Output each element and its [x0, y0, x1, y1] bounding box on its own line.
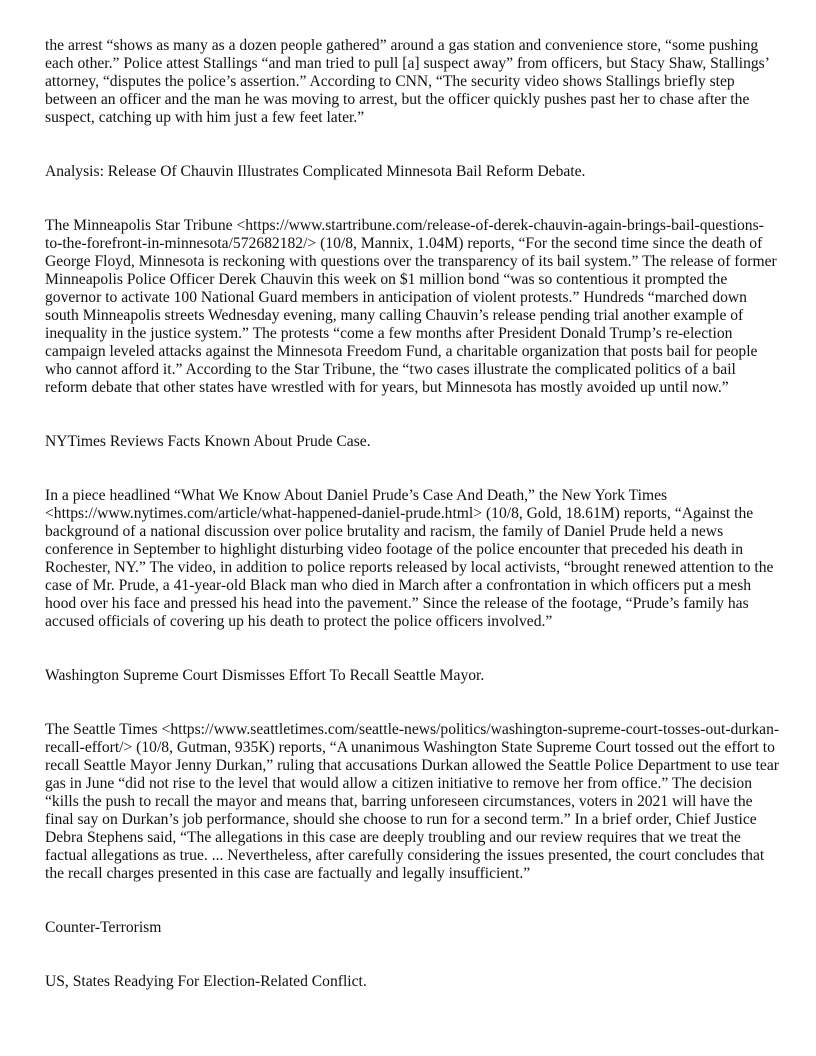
spacer [45, 451, 781, 487]
heading-prude-case: NYTimes Reviews Facts Known About Prude Case. [45, 433, 371, 450]
heading-seattle-recall: Washington Supreme Court Dismisses Effort To Recall Seattle Mayor. [45, 667, 485, 684]
spacer [45, 181, 781, 217]
heading-election-conflict: US, States Readying For Election-Related Conflict. [45, 973, 367, 990]
spacer [45, 127, 781, 163]
paragraph-nytimes: In a piece headlined “What We Know About Daniel Prude’s Case And Death,” the New York Times <https://www.nytimes.com/article/what-happened-daniel-prude.html> (10/8, Gold, 18.61M) reports, “Against the background of a national discussion over police brutality and racism, the family of Daniel Prude held a news conference in September to highlight disturbing video footage of the police encounter that preceded his death in Rochester, NY.” The video, in addition to police reports released by local activists, “brought renewed attention to the case of Mr. Prude, a 41-year-old Black man who died in March after a confrontation in which officers put a mesh hood over his face and pressed his head into the pavement.” Since the release of the footage, “Prude’s family has accused officials of covering up his death to protect the police officers involved.” [45, 487, 774, 630]
paragraph-seattle-times: The Seattle Times <https://www.seattletimes.com/seattle-news/politics/washington-supreme-court-tosses-out-durkan-recall-effort/> (10/8, Gutman, 935K) reports, “A unanimous Washington State Supreme Court tossed out the effort to recall Seattle Mayor Jenny Durkan,” ruling that accusations Durkan allowed the Seattle Police Department to use tear gas in June “did not rise to the level that would allow a citizen initiative to remove her from office.” The decision “kills the push to recall the mayor and means that, barring unforeseen circumstances, voters in 2021 will have the final say on Durkan’s job performance, should she choose to run for a second term.” In a brief order, Chief Justice Debra Stephens said, “The allegations in this case are deeply troubling and our review requires that we treat the factual allegations as true. ... Nevertheless, after carefully considering the issues presented, the court concludes that the recall charges presented in this case are factually and legally insufficient.” [45, 721, 780, 882]
section-heading-counter-terrorism: Counter-Terrorism [45, 919, 162, 936]
spacer [45, 397, 781, 433]
spacer [45, 631, 781, 667]
spacer [45, 685, 781, 721]
spacer [45, 937, 781, 973]
paragraph-arrest-video: the arrest “shows as many as a dozen people gathered” around a gas station and convenience store, “some pushing each other.” Police attest Stallings “and man tried to pull [a] suspect away” from officers, but Stacy Shaw, Stallings’ attorney, “disputes the police’s assertion.” According to CNN, “The security video shows Stallings briefly step between an officer and the man he was moving to arrest, but the officer quickly pushes past her to chase after the suspect, catching up with him just a few feet later.” [45, 37, 769, 126]
paragraph-star-tribune: The Minneapolis Star Tribune <https://www.startribune.com/release-of-derek-chauvin-again-brings-bail-questions-to-the-forefront-in-minnesota/572682182/> (10/8, Mannix, 1.04M) reports, “For the second time since the death of George Floyd, Minnesota is reckoning with questions over the transparency of its bail system.” The release of former Minneapolis Police Officer Derek Chauvin this week on $1 million bond “was so contentious it prompted the governor to activate 100 National Guard members in anticipation of violent protests.” Hundreds “marched down south Minneapolis streets Wednesday evening, many calling Chauvin’s release pending trial another example of inequality in the justice system.” The protests “come a few months after President Donald Trump’s re-election campaign leveled attacks against the Minnesota Freedom Fund, a charitable organization that posts bail for people who cannot afford it.” According to the Star Tribune, the “two cases illustrate the complicated politics of a bail reform debate that other states have wrestled with for years, but Minnesota has mostly avoided up until now.” [45, 217, 777, 396]
spacer [45, 883, 781, 919]
document-page [45, 37, 781, 991]
heading-chauvin-bail: Analysis: Release Of Chauvin Illustrates Complicated Minnesota Bail Reform Debate. [45, 163, 586, 180]
